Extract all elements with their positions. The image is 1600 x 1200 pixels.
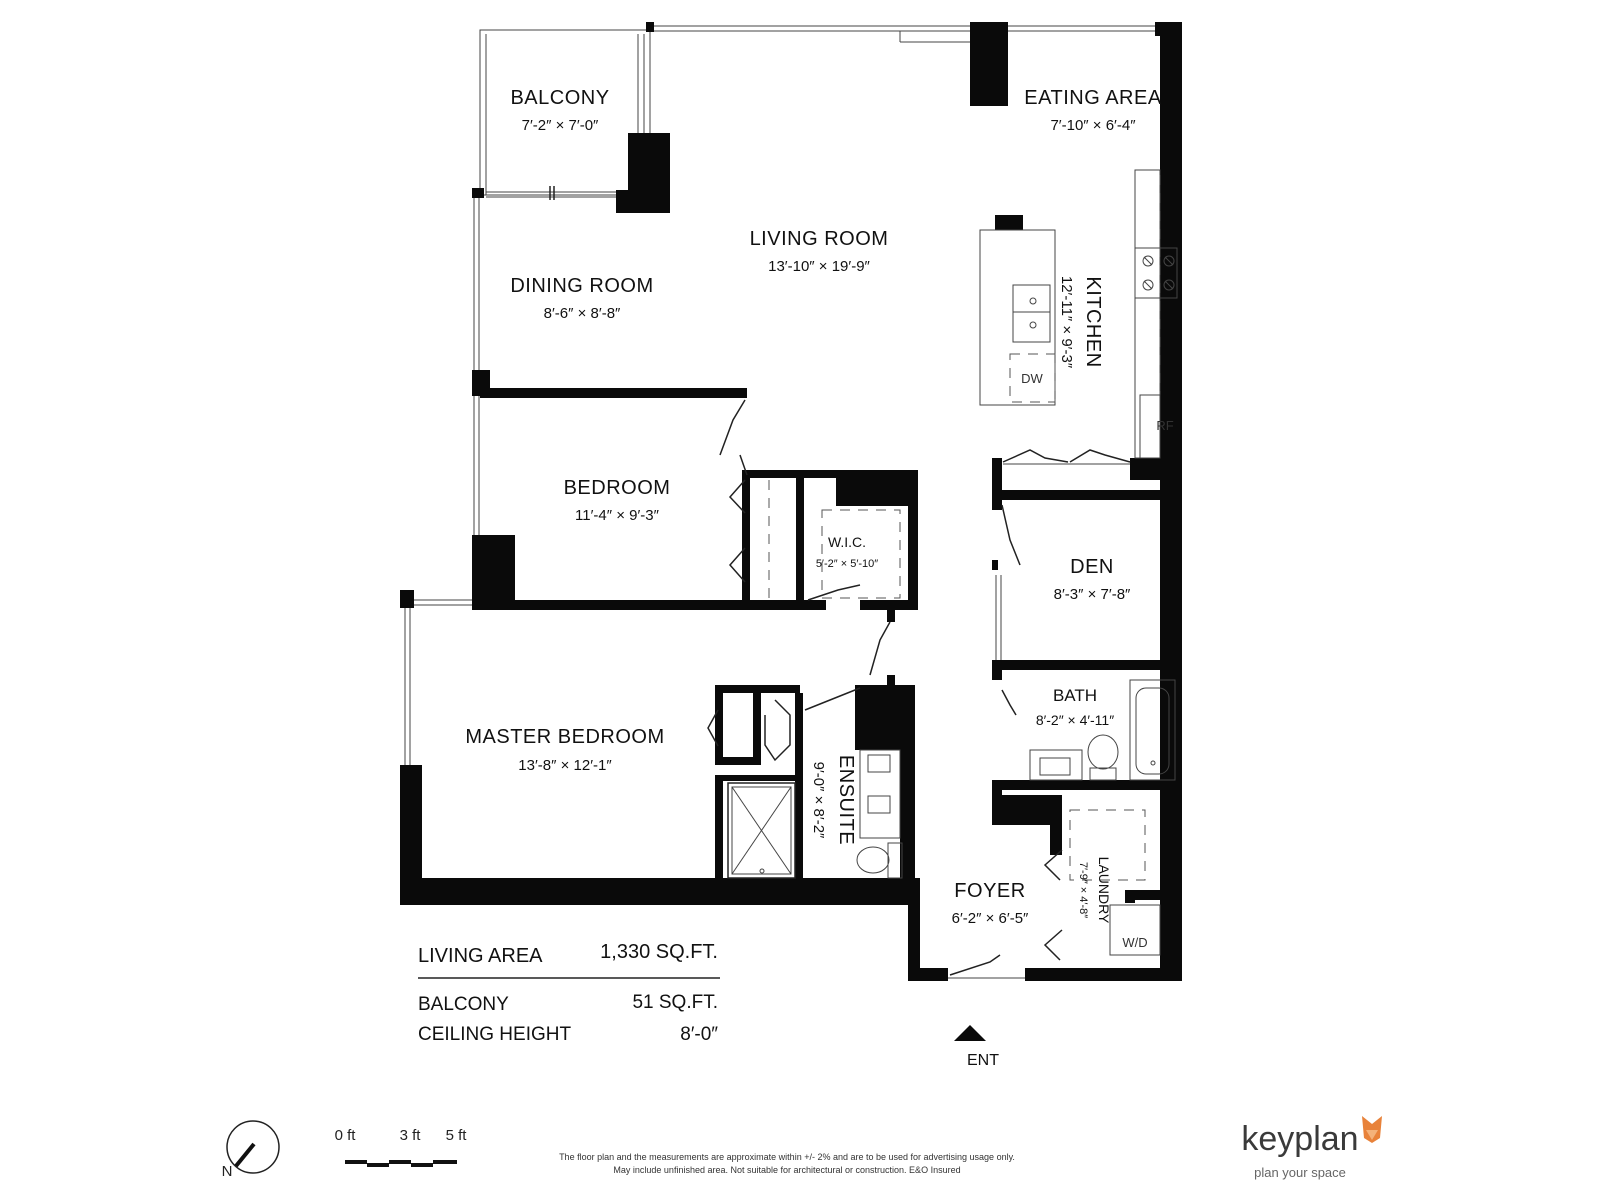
balcony-area-value: 51 SQ.FT.: [632, 992, 718, 1013]
compass-north-label: N: [221, 1163, 233, 1180]
brand-name: keyplan: [1241, 1120, 1359, 1158]
dining-room-dims: 8′-6″ × 8′-8″: [543, 305, 621, 322]
living-room-dims: 13′-10″ × 19′-9″: [768, 258, 870, 275]
den-dims: 8′-3″ × 7′-8″: [1053, 586, 1131, 603]
ensuite-name: ENSUITE: [835, 754, 857, 846]
brand-tagline: plan your space: [1254, 1165, 1346, 1180]
foyer-dims: 6′-2″ × 6′-5″: [951, 910, 1029, 927]
washer-dryer-label: W/D: [1122, 935, 1148, 950]
scale-3ft: 3 ft: [399, 1127, 421, 1144]
keyplan-logo: [1241, 1116, 1382, 1180]
scale-5ft: 5 ft: [445, 1127, 467, 1144]
balcony-dims: 7′-2″ × 7′-0″: [521, 117, 599, 134]
area-summary: [418, 941, 720, 1045]
living-area-value: 1,330 SQ.FT.: [600, 941, 718, 963]
balcony-area-label: BALCONY: [418, 994, 509, 1015]
bath-dims: 8′-2″ × 4′-11″: [1035, 712, 1115, 728]
disclaimer: [559, 1152, 1015, 1175]
kitchen-name: KITCHEN: [1082, 276, 1104, 368]
fox-icon: [1362, 1116, 1382, 1143]
eating-area-dims: 7′-10″ × 6′-4″: [1050, 117, 1136, 134]
den-name: DEN: [1070, 556, 1114, 578]
kitchen-dims: 12′-11″ × 9′-3″: [1058, 275, 1075, 369]
fridge-label: RF: [1156, 418, 1174, 433]
scale-0ft: 0 ft: [334, 1127, 356, 1144]
bath-name: BATH: [1052, 686, 1098, 705]
ceiling-height-value: 8′-0″: [680, 1024, 718, 1045]
eating-area-name: EATING AREA: [1024, 87, 1162, 109]
balcony-name: BALCONY: [510, 87, 610, 109]
north-compass-icon: [222, 1121, 279, 1180]
entrance-label: ENT: [967, 1052, 999, 1069]
dining-room-name: DINING ROOM: [510, 275, 654, 297]
disclaimer-line-1: The floor plan and the measurements are approximate within +/- 2% and are to be used for advertising usage only.: [559, 1152, 1015, 1162]
scale-bar: [335, 1127, 468, 1167]
bedroom-name: BEDROOM: [563, 477, 671, 499]
laundry-dims: 7′-9″ × 4′-8″: [1077, 861, 1089, 919]
living-room-name: LIVING ROOM: [749, 228, 889, 250]
ensuite-dims: 9′-0″ × 8′-2″: [810, 761, 827, 839]
master-bedroom-dims: 13′-8″ × 12′-1″: [518, 757, 612, 774]
laundry-name: LAUNDRY: [1096, 856, 1112, 924]
master-bedroom-name: MASTER BEDROOM: [465, 726, 665, 748]
foyer-name: FOYER: [954, 880, 1026, 902]
dishwasher-label: DW: [1021, 371, 1043, 386]
disclaimer-line-2: May include unfinished area. Not suitable for architectural or construction. E&O Insured: [613, 1165, 961, 1175]
wic-dims: 5′-2″ × 5′-10″: [815, 558, 879, 570]
living-area-label: LIVING AREA: [418, 945, 543, 967]
bedroom-dims: 11′-4″ × 9′-3″: [575, 507, 659, 524]
wic-name: W.I.C.: [827, 534, 867, 550]
ceiling-height-label: CEILING HEIGHT: [418, 1024, 572, 1045]
